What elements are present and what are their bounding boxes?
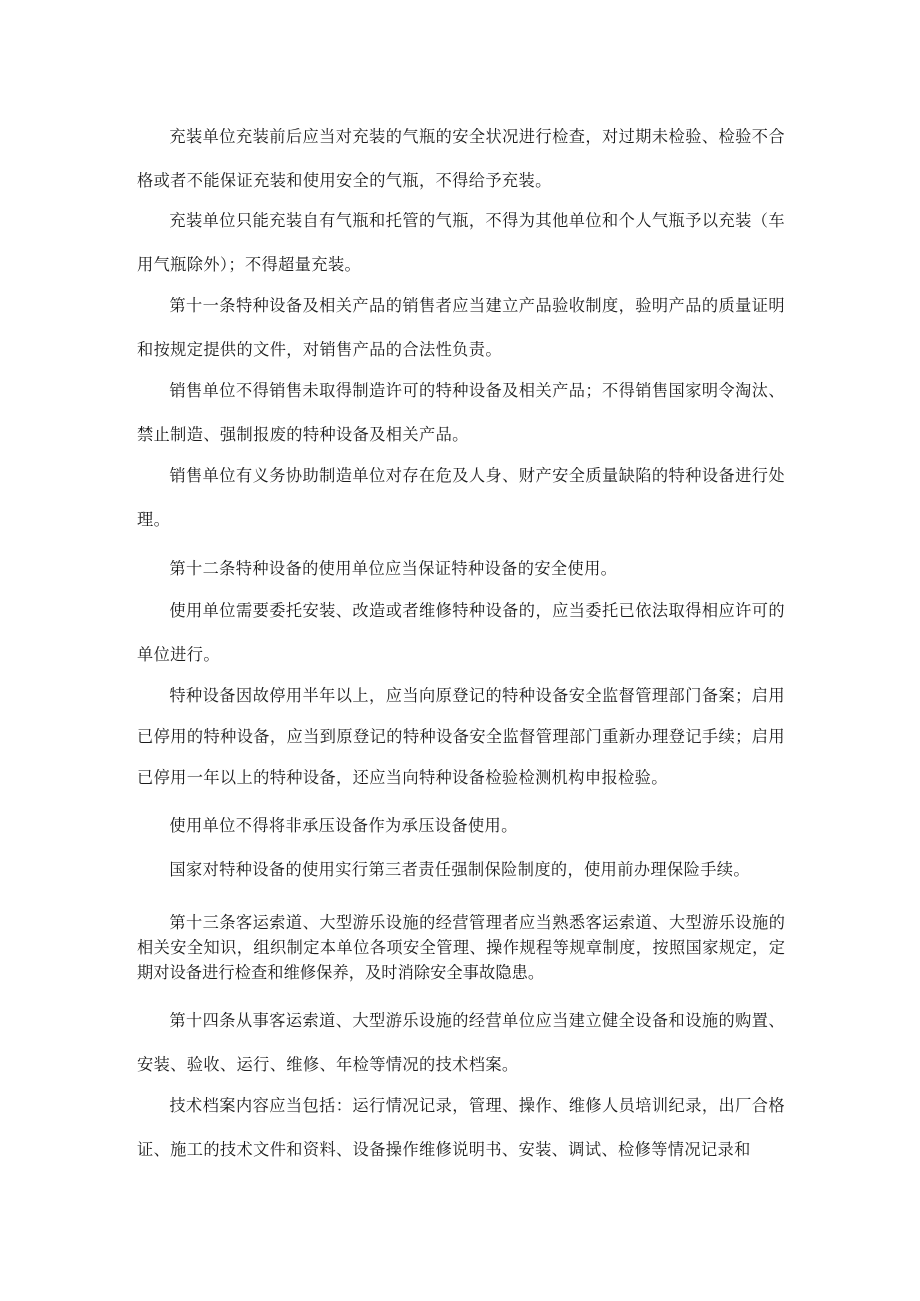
paragraph-article-12: 第十二条特种设备的使用单位应当保证特种设备的安全使用。 [169,559,618,578]
paragraph-article-11: 第十一条特种设备及相关产品的销售者应当建立产品验收制度，验明产品的质量证明和按规定提供的文件，对销售产品的合法性负责。 [137,296,785,359]
paragraph-article-13: 第十三条客运索道、大型游乐设施的经营管理者应当熟悉客运索道、大型游乐设施的相关安全知识，组织制定本单位各项安全管理、操作规程等规章制度，按照国家规定，定期对设备进行检查和维修保养，及时消除安全事故隐患。 [137,913,785,982]
paragraph-gas-cylinder-inspection: 充装单位充装前后应当对充装的气瓶的安全状况进行检查，对过期未检验、检验不合格或者不能保证充装和使用安全的气瓶，不得给予充装。 [137,127,785,190]
paragraph-entrusted-installation: 使用单位需要委托安装、改造或者维修特种设备的，应当委托已依法取得相应许可的单位进行。 [137,601,785,664]
paragraph-article-14: 第十四条从事客运索道、大型游乐设施的经营单位应当建立健全设备和设施的购置、安装、验收、运行、维修、年检等情况的技术档案。 [137,1011,785,1074]
paragraph-technical-archive-contents: 技术档案内容应当包括：运行情况记录，管理、操作、维修人员培训纪录，出厂合格证、施工的技术文件和资料、设备操作维修说明书、安装、调试、检修等情况记录和 [137,1096,785,1159]
paragraph-sales-prohibition: 销售单位不得销售未取得制造许可的特种设备及相关产品；不得销售国家明令淘汰、禁止制造、强制报废的特种设备及相关产品。 [137,381,785,444]
paragraph-gas-cylinder-filling-scope: 充装单位只能充装自有气瓶和托管的气瓶，不得为其他单位和个人气瓶予以充装（车用气瓶除外）；不得超量充装。 [137,211,785,274]
paragraph-non-pressure-equipment: 使用单位不得将非承压设备作为承压设备使用。 [169,816,518,835]
paragraph-sales-cooperation: 销售单位有义务协助制造单位对存在危及人身、财产安全质量缺陷的特种设备进行处理。 [137,466,785,529]
paragraph-liability-insurance: 国家对特种设备的使用实行第三者责任强制保险制度的，使用前办理保险手续。 [169,860,750,879]
paragraph-equipment-suspension: 特种设备因故停用半年以上，应当向原登记的特种设备安全监督管理部门备案；启用已停用的特种设备，应当到原登记的特种设备安全监督管理部门重新办理登记手续；启用已停用一年以上的特种设备，还应当向特种设备检验检测机构申报检验。 [137,686,785,787]
